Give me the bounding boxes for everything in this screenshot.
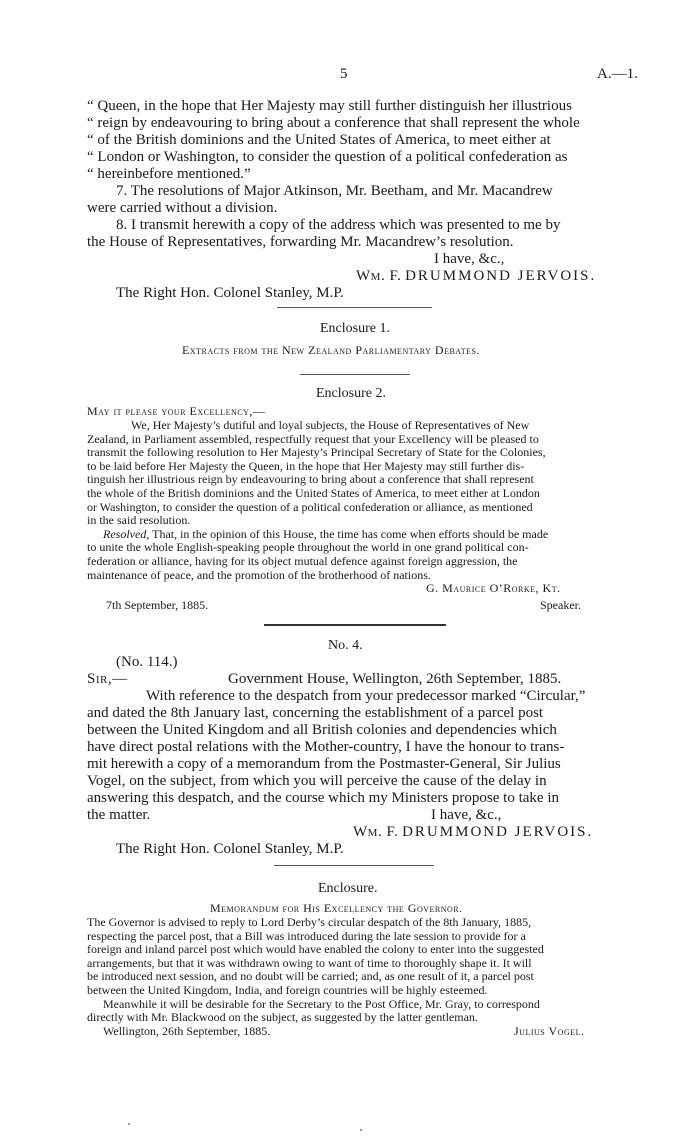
scan-speck <box>128 1123 130 1125</box>
address-signer: G. Maurice O’Rorke, Kt. <box>426 581 561 595</box>
despatch-dateline: Government House, Wellington, 26th September, 1885. <box>228 671 562 687</box>
enclosure-1-subtitle: Extracts from the New Zealand Parliamentary Debates. <box>182 343 480 357</box>
memorandum-date: Wellington, 26th September, 1885. <box>103 1024 271 1038</box>
despatch-reference: (No. 114.) <box>116 654 178 670</box>
letter-line: the House of Representatives, forwarding Mr. Macandrew’s resolution. <box>87 234 514 250</box>
closing: I have, &c., <box>434 251 505 267</box>
resolution-line: to unite the whole English-speaking people throughout the world in one grand political con- <box>87 540 529 555</box>
letter-line: “ London or Washington, to consider the question of a political confederation as <box>87 149 568 165</box>
resolved-word: Resolved, <box>103 526 150 541</box>
divider <box>277 307 432 308</box>
enclosure-1-title: Enclosure 1. <box>320 321 390 336</box>
divider <box>300 374 410 375</box>
address-line: We, Her Majesty’s dutiful and loyal subjects, the House of Representatives of New <box>131 418 530 432</box>
resolution-line: federation or alliance, having for its object mutual defence against foreign aggression, the <box>87 554 518 568</box>
despatch-line: and dated the 8th January last, concerning the establishment of a parcel post <box>87 705 544 721</box>
memorandum-line: The Governor is advised to reply to Lord Derby’s circular despatch of the 8th January, 1885, <box>87 915 532 929</box>
memorandum-signer: Julius Vogel. <box>514 1024 585 1038</box>
enclosure-title: Enclosure. <box>318 881 378 896</box>
address-date: 7th September, 1885. <box>106 598 209 612</box>
scan-speck <box>360 1129 362 1131</box>
signature-prefix: Wm. F. <box>356 268 402 284</box>
page-number: 5 <box>340 66 348 82</box>
letter-line: “ of the British dominions and the United States of America, to meet either at <box>87 132 551 148</box>
signature-name: DRUMMOND JERVOIS. <box>405 268 597 284</box>
addressee: The Right Hon. Colonel Stanley, M.P. <box>116 285 344 301</box>
divider <box>274 865 434 866</box>
address-line: in the said resolution. <box>87 513 191 528</box>
address-line: transmit the following resolution to Her Majesty’s Principal Secretary of State for the Colonies, <box>87 445 546 460</box>
letter-line: 7. The resolutions of Major Atkinson, Mr. Beetham, and Mr. Macandrew <box>116 183 553 199</box>
memorandum-line: be introduced next session, and no doubt will be carried; and, as one result of it, a parcel post <box>87 969 534 984</box>
despatch-salutation: Sir,— <box>87 671 128 687</box>
signature <box>356 268 596 285</box>
despatch-number-title: No. 4. <box>328 638 363 653</box>
resolution-line: maintenance of peace, and the promotion of the brotherhood of nations. <box>87 567 431 582</box>
memorandum-line: between the United Kingdom, India, and foreign countries will be highly esteemed. <box>87 983 488 997</box>
despatch-line: answering this despatch, and the course which my Ministers propose to take in <box>87 790 559 806</box>
letter-line: 8. I transmit herewith a copy of the address which was presented to me by <box>116 217 561 233</box>
address-line: to be laid before Her Majesty the Queen, in the hope that Her Majesty may still further dis- <box>87 458 525 473</box>
resolution-text: That, in the opinion of this House, the time has come when efforts should be made <box>152 526 549 541</box>
enclosure-2-title: Enclosure 2. <box>316 386 386 401</box>
memorandum-line: respecting the parcel post, that a Bill was introduced during the late session to provide for a <box>87 928 526 943</box>
letter-line: were carried without a division. <box>87 200 278 216</box>
letter-line: “ reign by endeavouring to bring about a conference that shall represent the whole <box>87 115 580 131</box>
section-divider <box>264 624 446 626</box>
address-line: tinguish her illustrious reign by endeavouring to bring about a conference that shall represent <box>87 472 534 487</box>
despatch-line: mit herewith a copy of a memorandum from the Postmaster-General, Sir Julius <box>87 756 561 772</box>
address-salutation: May it please your Excellency,— <box>87 404 266 418</box>
address-line: or Washington, to consider the question of a political confederation or alliance, as mentioned <box>87 499 533 514</box>
despatch-line: Vogel, on the subject, from which you will perceive the cause of the delay in <box>87 773 547 789</box>
memorandum-line: arrangements, but that it was withdrawn owing to want of time to thoroughly shape it. It will <box>87 955 532 970</box>
signature-name: DRUMMOND JERVOIS. <box>402 824 594 840</box>
despatch-line: With reference to the despatch from your predecessor marked “Circular,” <box>146 688 586 704</box>
document-reference: A.—1. <box>597 66 638 82</box>
letter-line: “ hereinbefore mentioned.” <box>87 166 251 182</box>
memorandum-line: foreign and inland parcel post which would have enabled the colony to enter into the suggested <box>87 942 544 957</box>
address-line: Zealand, in Parliament assembled, respectfully request that your Excellency will be pleased to <box>87 431 539 446</box>
address-line: the whole of the British dominions and the United States of America, to meet either at London <box>87 486 540 500</box>
memorandum-line: directly with Mr. Blackwood on the subject, as suggested by the latter gentleman. <box>87 1010 478 1025</box>
addressee: The Right Hon. Colonel Stanley, M.P. <box>116 841 344 857</box>
signature-prefix: Wm. F. <box>353 824 399 840</box>
closing: I have, &c., <box>431 807 502 823</box>
memorandum-heading: Memorandum for His Excellency the Governor. <box>210 901 463 915</box>
memorandum-line: Meanwhile it will be desirable for the Secretary to the Post Office, Mr. Gray, to correspond <box>103 996 540 1011</box>
signer-title: Speaker. <box>540 598 581 612</box>
letter-line: “ Queen, in the hope that Her Majesty may still further distinguish her illustrious <box>87 98 572 114</box>
resolution-line <box>103 528 548 542</box>
despatch-line: the matter. <box>87 807 151 823</box>
despatch-line: between the United Kingdom and all British colonies and dependencies which <box>87 722 557 738</box>
despatch-line: have direct postal relations with the Mother-country, I have the honour to trans- <box>87 739 565 755</box>
signature <box>353 824 593 841</box>
